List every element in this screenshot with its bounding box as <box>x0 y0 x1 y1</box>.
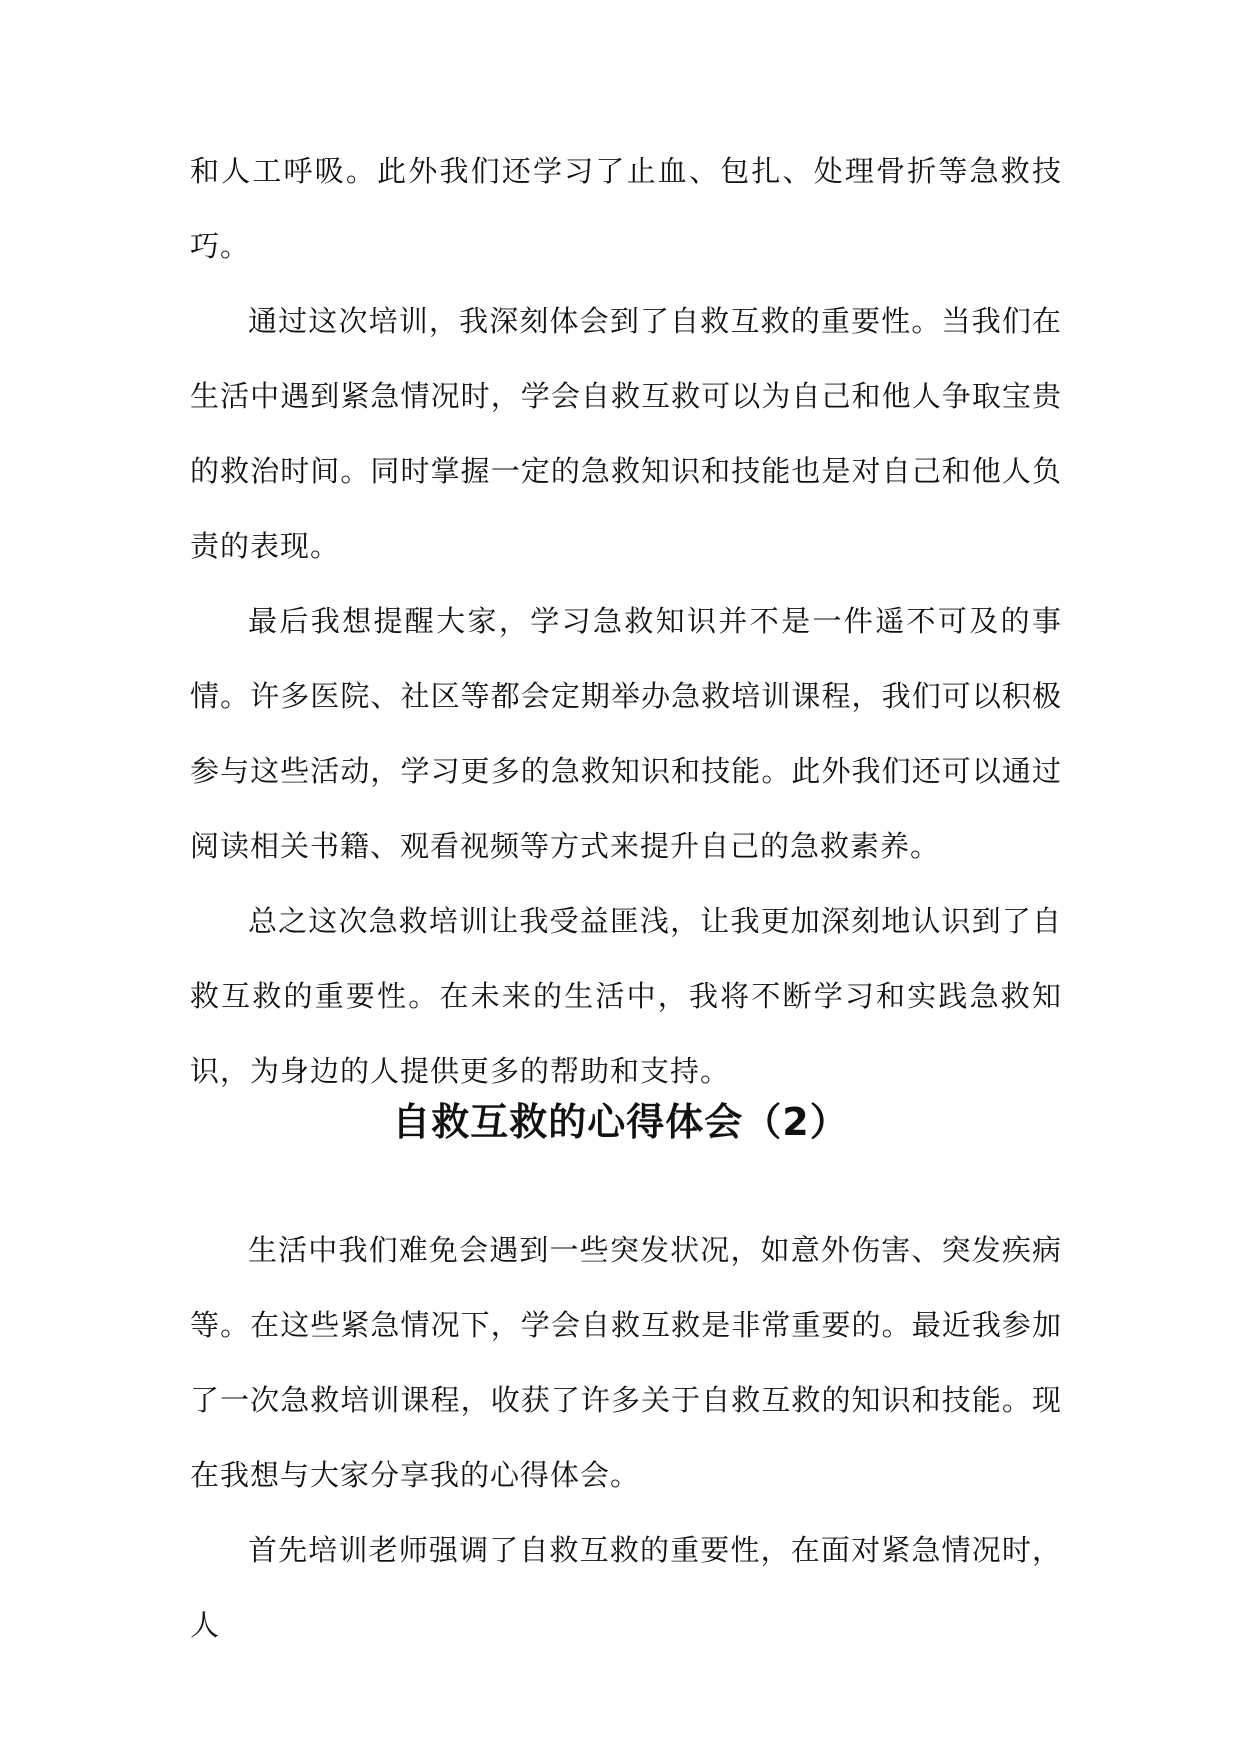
paragraph: 首先培训老师强调了自救互救的重要性，在面对紧急情况时，人 <box>190 1533 1062 1642</box>
paragraph: 和人工呼吸。此外我们还学习了止血、包扎、处理骨折等急救技巧。 <box>190 154 1062 263</box>
paragraph: 最后我想提醒大家，学习急救知识并不是一件遥不可及的事情。许多医院、社区等都会定期举办急救培训课程，我们可以积极参与这些活动，学习更多的急救知识和技能。此外我们还可以通过阅读相关书籍、观看视频等方式来提升自己的急救素养。 <box>190 604 1062 863</box>
paragraph: 生活中我们难免会遇到一些突发状况，如意外伤害、突发疾病等。在这些紧急情况下，学会自救互救是非常重要的。最近我参加了一次急救培训课程，收获了许多关于自救互救的知识和技能。现在我想与大家分享我的心得体会。 <box>190 1233 1062 1492</box>
previous-section-body <box>190 134 1062 1109</box>
paragraph: 总之这次急救培训让我受益匪浅，让我更加深刻地认识到了自救互救的重要性。在未来的生活中，我将不断学习和实践急救知识，为身边的人提供更多的帮助和支持。 <box>190 904 1062 1088</box>
section-title: 自救互救的心得体会（2） <box>392 1100 849 1144</box>
section-body <box>190 1213 1062 1663</box>
paragraph: 通过这次培训，我深刻体会到了自救互救的重要性。当我们在生活中遇到紧急情况时，学会自救互救可以为自己和他人争取宝贵的救治时间。同时掌握一定的急救知识和技能也是对自己和他人负责的表现。 <box>190 304 1062 563</box>
